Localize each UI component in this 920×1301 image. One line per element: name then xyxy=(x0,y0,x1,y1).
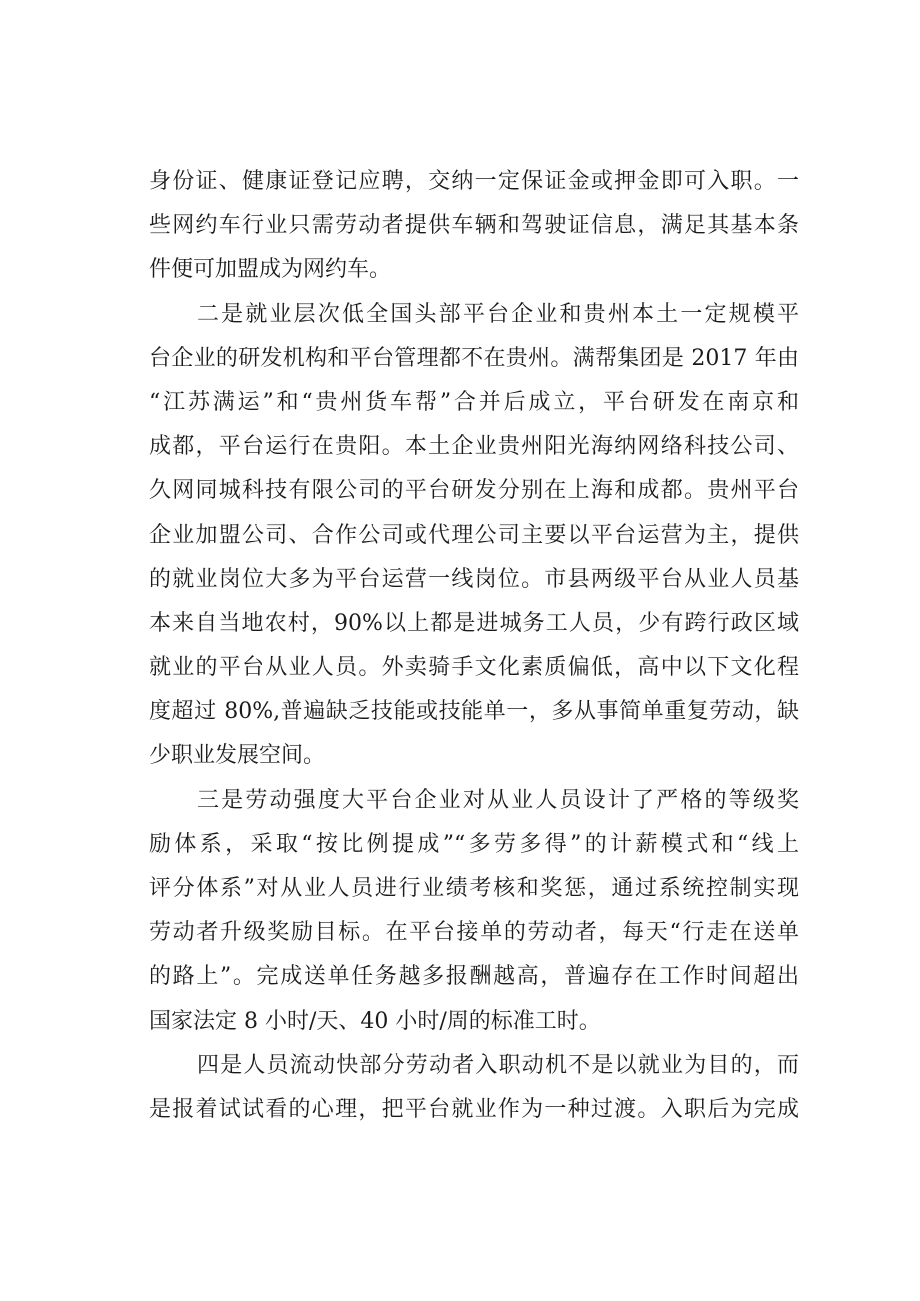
text-line: 度超过 80%,普遍缺乏技能或技能单一，多从事简单重复劳动，缺 xyxy=(149,699,799,725)
paragraph-fast-turnover xyxy=(149,1044,799,1132)
text-line: 的就业岗位大多为平台运营一线岗位。市县两级平台从业人员基 xyxy=(149,566,799,592)
text-line: 台企业的研发机构和平台管理都不在贵州。满帮集团是 2017 年由 xyxy=(149,345,799,371)
paragraph-high-labor-intensity xyxy=(149,779,799,1044)
document-body xyxy=(149,160,799,1132)
text-line: 三是劳动强度大平台企业对从业人员设计了严格的等级奖 xyxy=(197,787,799,813)
text-line: 劳动者升级奖励目标。在平台接单的劳动者，每天“行走在送单 xyxy=(149,920,799,946)
text-line: 些网约车行业只需劳动者提供车辆和驾驶证信息，满足其基本条 xyxy=(149,213,799,239)
text-line: 评分体系”对从业人员进行业绩考核和奖惩，通过系统控制实现 xyxy=(149,876,799,901)
text-line: 身份证、健康证登记应聘，交纳一定保证金或押金即可入职。一 xyxy=(149,169,799,194)
text-line: 的路上”。完成送单任务越多报酬越高，普遍存在工作时间超出 xyxy=(149,964,799,990)
text-line: 企业加盟公司、合作公司或代理公司主要以平台运营为主，提供 xyxy=(149,522,799,548)
text-line: 是报着试试看的心理，把平台就业作为一种过渡。入职后为完成 xyxy=(149,1096,799,1122)
text-line: 国家法定 8 小时/天、40 小时/周的标准工时。 xyxy=(149,1008,601,1034)
text-line: 件便可加盟成为网约车。 xyxy=(149,257,392,283)
text-line: 少职业发展空间。 xyxy=(149,743,326,769)
text-line: 久网同城科技有限公司的平台研发分别在上海和成都。贵州平台 xyxy=(149,478,799,504)
text-line: 就业的平台从业人员。外卖骑手文化素质偏低，高中以下文化程 xyxy=(149,655,799,681)
text-line: 励体系，采取“按比例提成”“多劳多得”的计薪模式和“线上 xyxy=(149,831,799,857)
paragraph-low-employment-level xyxy=(149,293,799,779)
text-line: “江苏满运”和“贵州货车帮”合并后成立，平台研发在南京和 xyxy=(149,389,799,415)
text-line: 二是就业层次低全国头部平台企业和贵州本土一定规模平 xyxy=(197,301,799,327)
paragraph-continuation xyxy=(149,160,799,293)
text-line: 成都，平台运行在贵阳。本土企业贵州阳光海纳网络科技公司、 xyxy=(149,434,799,460)
text-line: 四是人员流动快部分劳动者入职动机不是以就业为目的，而 xyxy=(197,1052,799,1078)
text-line: 本来自当地农村，90%以上都是进城务工人员，少有跨行政区域 xyxy=(149,610,799,636)
